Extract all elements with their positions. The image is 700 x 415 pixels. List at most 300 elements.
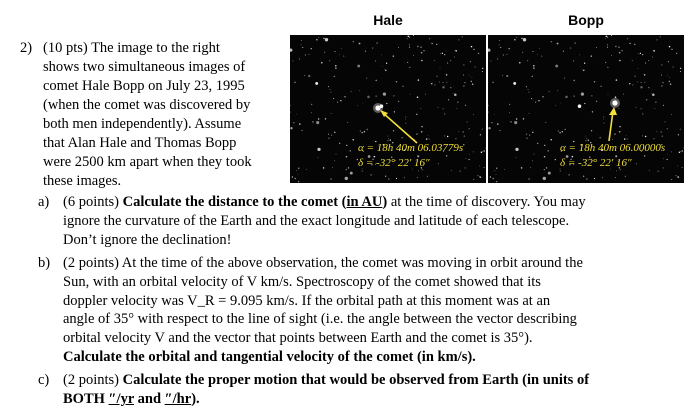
star — [473, 114, 474, 115]
star — [417, 177, 418, 178]
problem-number: 2) — [20, 40, 33, 56]
star — [548, 150, 549, 151]
star — [564, 78, 565, 79]
star — [661, 64, 662, 65]
star — [573, 80, 575, 82]
star — [390, 140, 391, 141]
star — [645, 63, 646, 64]
star — [482, 151, 483, 152]
star — [658, 171, 659, 172]
star — [388, 138, 389, 139]
star — [586, 178, 587, 179]
star — [644, 155, 645, 156]
star — [339, 54, 340, 55]
star — [290, 105, 291, 106]
star — [473, 179, 474, 180]
star — [464, 135, 466, 137]
star — [444, 135, 445, 136]
star — [500, 47, 501, 48]
star — [333, 98, 334, 99]
star — [544, 156, 546, 158]
star — [310, 48, 311, 49]
star — [396, 178, 397, 179]
star — [661, 74, 662, 75]
part-a-text: at the time of discovery. You may — [387, 194, 586, 210]
star — [663, 158, 664, 159]
star — [680, 151, 681, 152]
star — [542, 96, 543, 97]
star — [526, 138, 527, 139]
star — [504, 169, 505, 170]
star — [388, 136, 389, 137]
part-a-question: Calculate the distance to the comet ( — [122, 194, 347, 210]
star — [463, 132, 464, 133]
star — [497, 58, 498, 59]
star — [409, 44, 410, 45]
part-a-paren: ) — [382, 194, 388, 210]
star — [632, 85, 633, 86]
star — [301, 130, 302, 131]
star — [421, 131, 423, 133]
star — [514, 121, 517, 124]
star — [656, 131, 657, 132]
star — [398, 101, 399, 102]
star — [339, 143, 340, 144]
star — [440, 68, 441, 69]
part-c-and: and — [134, 390, 165, 407]
star — [442, 108, 443, 109]
star — [375, 60, 376, 61]
star — [375, 80, 377, 82]
star — [337, 102, 338, 103]
star — [405, 119, 406, 120]
star — [667, 128, 668, 129]
star — [644, 82, 645, 83]
star — [386, 63, 387, 64]
star — [678, 134, 679, 135]
star — [416, 133, 417, 134]
star — [377, 43, 378, 44]
star — [454, 93, 457, 96]
arrow-head — [609, 107, 617, 115]
star — [654, 108, 655, 109]
star — [484, 167, 485, 168]
star — [343, 56, 344, 57]
star — [492, 178, 493, 179]
part-a-line: Don’t ignore the declination! — [63, 231, 232, 248]
star — [555, 65, 558, 68]
star — [531, 98, 532, 99]
star — [642, 54, 643, 55]
star — [533, 154, 534, 155]
star — [301, 40, 302, 41]
star — [541, 56, 542, 57]
star — [509, 104, 510, 105]
part-a-units: in AU — [346, 194, 383, 210]
star — [332, 167, 333, 168]
star — [344, 96, 345, 97]
star — [592, 111, 593, 112]
star — [508, 48, 509, 49]
star — [532, 161, 533, 162]
star — [463, 64, 464, 65]
star — [357, 105, 358, 106]
star — [607, 67, 608, 68]
star — [434, 85, 435, 86]
star — [348, 167, 350, 169]
star — [532, 76, 533, 77]
star — [335, 154, 336, 155]
star — [488, 48, 490, 51]
star — [357, 65, 360, 68]
star — [642, 113, 643, 114]
star — [316, 121, 319, 124]
star — [651, 93, 652, 94]
star — [472, 83, 473, 84]
star — [638, 68, 639, 69]
hale-declination: δ = -32° 22′ 16″ — [358, 157, 430, 169]
star — [550, 139, 551, 140]
star — [549, 91, 550, 92]
star — [596, 47, 597, 48]
star — [682, 150, 683, 151]
star — [318, 157, 319, 158]
star — [677, 176, 678, 177]
star — [361, 132, 362, 133]
star — [560, 170, 561, 171]
star — [555, 159, 556, 160]
intro-line: these images. — [43, 173, 122, 189]
intro-line: (10 pts) The image to the right — [43, 40, 220, 56]
star — [353, 41, 354, 42]
star — [580, 66, 581, 67]
star — [644, 74, 645, 75]
star — [393, 95, 394, 96]
star — [537, 54, 538, 55]
star — [635, 107, 636, 108]
star — [490, 60, 491, 61]
star — [346, 156, 348, 158]
star — [496, 168, 497, 169]
part-c-points: (2 points) — [63, 372, 123, 388]
star — [583, 176, 584, 177]
star — [616, 170, 617, 171]
star — [401, 137, 403, 139]
star — [473, 151, 474, 152]
star — [469, 75, 470, 76]
star — [563, 51, 564, 52]
star — [293, 122, 294, 123]
star — [462, 36, 463, 37]
star — [418, 79, 420, 81]
star — [529, 92, 530, 93]
part-b-line: angle of 35° with respect to the line of sight (i.e. the angle between the vector describing — [63, 311, 577, 328]
star — [299, 58, 300, 59]
hale-right-ascension: α = 18h 40m 06.03779s — [358, 142, 464, 154]
star — [611, 35, 612, 36]
star — [671, 179, 672, 180]
star — [677, 165, 678, 166]
star — [533, 65, 534, 66]
star — [362, 170, 363, 171]
star — [599, 137, 601, 139]
part-b-line: doppler velocity was V_R = 9.095 km/s. If the orbital path at this moment was at an — [63, 292, 551, 309]
star — [680, 129, 681, 130]
star — [522, 52, 523, 53]
star — [315, 82, 318, 85]
star — [334, 132, 335, 133]
star — [346, 145, 347, 146]
star — [668, 61, 669, 62]
star — [463, 74, 464, 75]
star — [406, 117, 407, 118]
star — [420, 47, 421, 48]
part-c-end: ). — [191, 390, 200, 407]
star — [669, 81, 671, 83]
star — [586, 136, 587, 137]
star — [532, 132, 533, 133]
star — [427, 176, 428, 177]
star — [606, 36, 608, 38]
star — [507, 54, 508, 55]
star — [485, 148, 486, 149]
star — [418, 170, 419, 171]
star — [396, 81, 397, 82]
star — [632, 60, 633, 61]
star — [385, 176, 386, 177]
star — [393, 130, 394, 131]
star — [331, 92, 332, 93]
star — [641, 82, 642, 83]
star — [416, 114, 417, 115]
star — [323, 167, 325, 169]
star — [444, 54, 445, 55]
star — [341, 48, 342, 49]
star — [410, 94, 411, 95]
star — [667, 154, 668, 155]
star — [428, 135, 429, 136]
star — [661, 85, 662, 86]
star — [666, 159, 667, 160]
star — [494, 114, 495, 115]
star — [578, 104, 582, 108]
star — [596, 101, 597, 102]
star — [671, 151, 672, 152]
star — [403, 86, 404, 87]
star — [460, 171, 461, 172]
star — [543, 177, 546, 180]
star — [506, 75, 508, 77]
star — [557, 43, 559, 45]
star — [306, 169, 307, 170]
star — [448, 99, 449, 100]
star — [502, 75, 503, 76]
star — [394, 111, 395, 112]
star — [325, 118, 326, 119]
star — [680, 71, 681, 72]
star — [548, 172, 551, 175]
star — [439, 82, 440, 83]
star — [655, 102, 656, 103]
star — [640, 108, 641, 109]
star — [290, 48, 292, 51]
star — [503, 55, 504, 56]
star — [615, 96, 617, 98]
star — [626, 135, 627, 136]
star — [294, 82, 295, 83]
star — [388, 178, 389, 179]
star — [490, 176, 491, 177]
star — [408, 36, 410, 38]
star — [640, 53, 641, 54]
star — [608, 94, 609, 95]
star — [429, 139, 430, 140]
star — [671, 114, 672, 115]
star — [625, 176, 626, 177]
star — [509, 112, 510, 113]
star — [446, 74, 447, 75]
star — [523, 38, 526, 41]
star — [623, 94, 624, 95]
star — [386, 103, 387, 104]
star — [359, 43, 361, 45]
star — [499, 40, 500, 41]
star — [318, 37, 319, 38]
star — [359, 90, 360, 91]
star — [584, 103, 585, 104]
star — [367, 129, 368, 130]
star — [464, 82, 465, 83]
part-c-label: c) — [38, 372, 50, 388]
star — [516, 157, 517, 158]
star — [409, 67, 410, 68]
star — [513, 82, 516, 85]
star — [612, 139, 613, 140]
star — [530, 167, 531, 168]
star — [335, 51, 336, 52]
star — [618, 47, 619, 48]
star — [544, 145, 545, 146]
star — [539, 48, 540, 49]
star — [591, 130, 592, 131]
star — [334, 76, 335, 77]
star — [546, 167, 548, 169]
star — [594, 81, 595, 82]
star — [407, 62, 408, 63]
star — [384, 69, 385, 70]
star — [497, 123, 498, 124]
star — [640, 86, 642, 88]
star — [417, 46, 418, 47]
star — [328, 86, 329, 87]
star — [475, 67, 476, 68]
intro-line: shows two simultaneous images of — [43, 59, 246, 75]
star — [434, 60, 435, 61]
star — [431, 83, 432, 84]
star — [510, 121, 511, 122]
star — [645, 136, 646, 137]
star — [605, 38, 606, 39]
star — [417, 96, 419, 98]
unit-arcsec-per-hour: ″/hr — [164, 390, 192, 407]
star — [535, 102, 536, 103]
part-b-line: Sun, with an orbital velocity of V km/s. Spectroscopy of the comet showed that its — [63, 273, 541, 290]
star — [440, 54, 441, 55]
star — [607, 44, 608, 45]
star — [665, 121, 666, 122]
star — [298, 168, 299, 169]
intro-line: (when the comet was discovered by — [43, 97, 251, 113]
star — [529, 113, 530, 114]
star — [602, 177, 603, 178]
star — [544, 169, 545, 170]
comet-nucleus — [612, 100, 617, 105]
star — [615, 46, 616, 47]
star — [423, 50, 424, 51]
star — [465, 105, 466, 106]
star — [305, 55, 306, 56]
intro-line: comet Hale Bopp on July 23, 1995 — [43, 78, 245, 94]
star — [671, 49, 672, 50]
star — [562, 131, 563, 132]
star — [471, 46, 473, 48]
star — [601, 86, 602, 87]
star — [516, 37, 517, 38]
star — [421, 52, 423, 54]
star — [304, 75, 305, 76]
star — [426, 138, 427, 139]
star — [329, 60, 330, 61]
star — [454, 57, 455, 58]
star — [638, 54, 639, 55]
star — [457, 102, 458, 103]
star — [444, 113, 445, 114]
star — [469, 154, 470, 155]
star — [605, 62, 606, 63]
star — [537, 143, 538, 144]
star — [660, 36, 661, 37]
star — [527, 60, 528, 61]
star — [673, 67, 674, 68]
star — [298, 174, 299, 175]
star — [335, 67, 336, 68]
unit-arcsec-per-year: ″/yr — [108, 390, 134, 407]
star — [670, 83, 671, 84]
star — [360, 130, 361, 131]
star — [334, 161, 335, 162]
star — [479, 176, 480, 177]
star — [451, 170, 452, 171]
star — [526, 134, 527, 135]
star — [591, 95, 592, 96]
star — [478, 53, 479, 54]
star — [405, 123, 406, 124]
star — [627, 139, 628, 140]
star — [372, 48, 373, 49]
star — [442, 86, 444, 88]
star — [679, 152, 680, 153]
star — [558, 130, 559, 131]
star — [425, 94, 426, 95]
star — [292, 60, 293, 61]
star — [656, 39, 657, 40]
star — [629, 43, 630, 44]
star — [318, 118, 319, 119]
star — [533, 51, 534, 52]
star — [469, 128, 470, 129]
star — [438, 163, 439, 164]
part-a-points: (6 points) — [63, 194, 123, 210]
